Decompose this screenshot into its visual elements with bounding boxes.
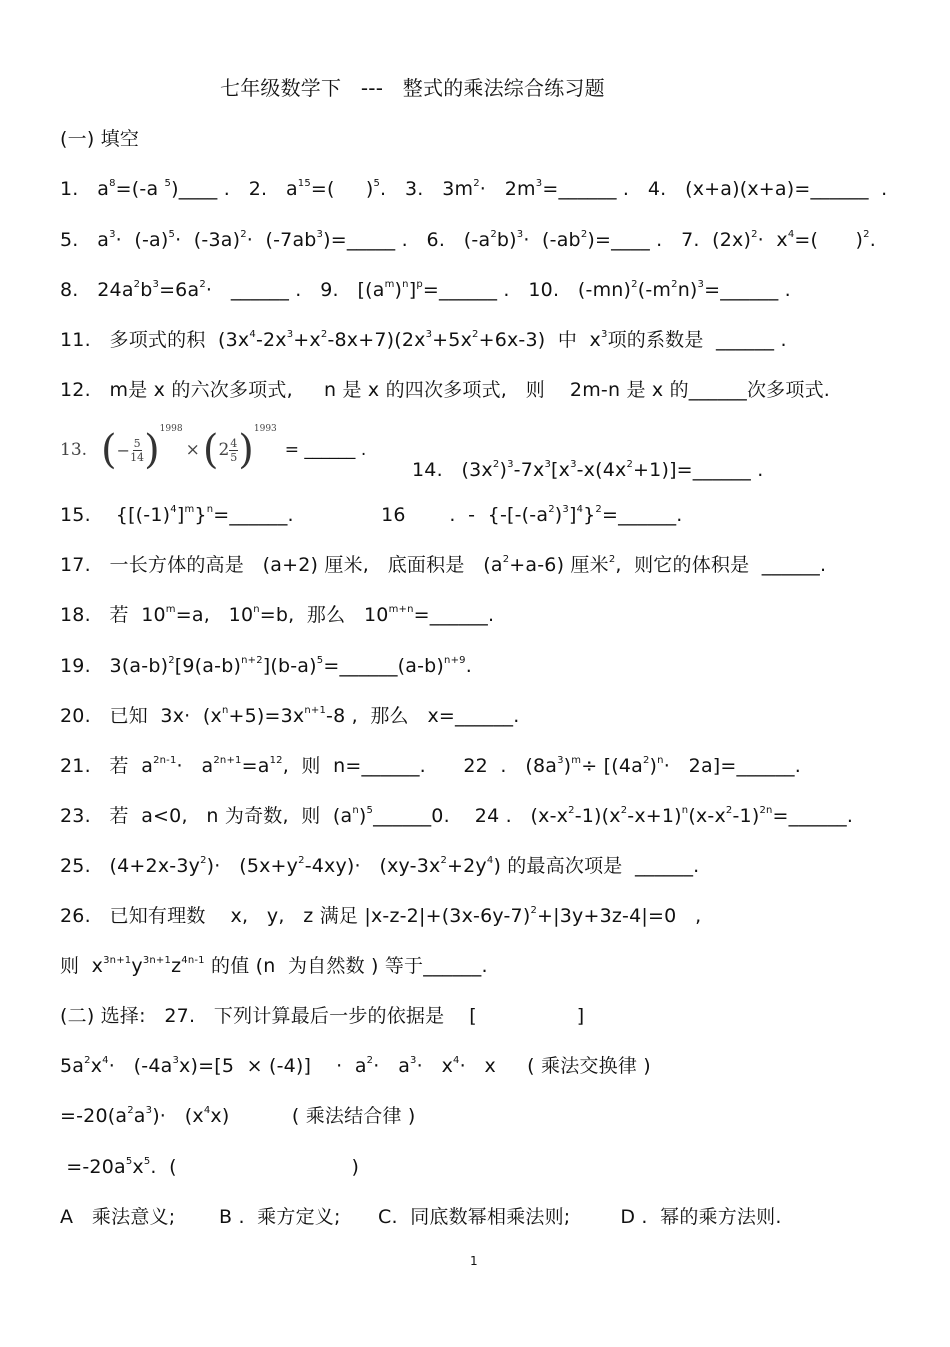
question-15-16: 15. $\{[(-1)^4]^m\}^n=\_\_\_\_\_\_$. 16 . - $\{-[-(-a^2)^3]^4\}^2=\_\_\_\_\_\_$. (60, 504, 683, 526)
question-23-24: 23. 若 a<0, n 为奇数, 则 $(a^n)^5\_\_\_\_\_\_0$. 24 . $(x-x^2-1)(x^2-x+1)^n(x-x^2-1)^{2n}=\_\_\_\_\_\_$. (60, 805, 854, 827)
solution-step-3: $=-20a^5x^5$. ( ) (60, 1156, 360, 1178)
question-26-line1: 26. 已知有理数 x, y, z 满足 $|x-z-2|+(3x-6y-7)^2+|3y+3z-4|=0$ , (60, 905, 702, 927)
page-title: 七年级数学下 --- 整式的乘法综合练习题 (220, 76, 605, 100)
fraction-4-5: $\frac{4}{5}$ (230, 436, 238, 464)
section-fill-in: (一) 填空 (60, 128, 140, 150)
question-26-line2: 则 $x^{3n+1}y^{3n+1}z^{4n-1}$ 的值 (n 为自然数 ) 等于______. (60, 955, 488, 977)
question-11: 11. 多项式的积 $(3x^4-2x^3+x^2-8x+7)(2x^3+5x^2+6x-3)$ 中 $x^3$项的系数是 ______ . (60, 329, 787, 351)
question-5-7: 5. $a^3\cdot (-a)^5\cdot (-3a)^2\cdot$ $(-7ab^3)=\_\_\_\_\_$ . 6. $(-a^2b)^3\cdot$ $(-ab^2)=\_\_\_\_$ . 7. $(2x)^2\cdot x^4=$( )$^2$. (60, 229, 876, 251)
question-17: 17. 一长方体的高是 (a+2) 厘米, 底面积是 $(a^2+a-6)$ 厘米$^2$, 则它的体积是 ______. (60, 554, 827, 576)
answer-options: A 乘法意义; B . 乘方定义; C. 同底数幂相乘法则; D . 幂的乘方法则. (60, 1206, 782, 1228)
question-27-prompt: (二) 选择: 27. 下列计算最后一步的依据是 [ ] (60, 1005, 585, 1027)
question-14: 14. $(3x^2)^3-7x^3[x^3-x(4x^2+1)]=\_\_\_\_\_\_$ . (412, 459, 764, 481)
question-12: 12. m是 x 的六次多项式, n 是 x 的四次多项式, 则 2m-n 是 x 的______次多项式. (60, 379, 831, 401)
question-20: 20. 已知 $3x\cdot (x^n+5)=3x^{n+1}-8$ , 那么 x=______. (60, 705, 520, 727)
question-1-4: 1. $a^8=(-a$ $^5$)____ . 2. $a^{15}=$( )$^5$. 3. $3m^2\cdot$ $2m^3=\_\_\_\_\_\_$ . 4. (x+a)(x+a)=______ . (60, 178, 888, 200)
question-13: 13. ( − $\frac{5}{14}$ ) 1998 × ( 2 $\frac{4}{5}$ ) 1993 = ______ . (60, 424, 367, 473)
question-21-22: 21. 若 $a^{2n-1}\cdot a^{2n+1}=a^{12}$, 则 n=______. 22 . $(8a^3)^m\div [(4a^2)^n\cdot$ 2a]=______. (60, 755, 801, 777)
question-19: 19. $3(a-b)^2[9(a-b)^{n+2}](b-a)^5=\_\_\_\_\_\_(a-b)^{n+9}$. (60, 655, 472, 677)
solution-step-2: $=-20(a^2a^3)\cdot (x^4x)$ ( 乘法结合律 ) (60, 1105, 416, 1127)
question-25: 25. $(4+2x-3y^2)\cdot (5x+y^2-4xy)\cdot (xy-3x^2+2y^4)$ 的最高次项是 ______. (60, 855, 700, 877)
page-number: 1 (470, 1254, 478, 1268)
question-18: 18. 若 $10^m=a$, $10^n=b$, 那么 $10^{m+n}=\_\_\_\_\_\_$. (60, 604, 495, 626)
question-8-10: 8. $24a^2b^3=6a^2\cdot$ ______ . 9. $[(a^m)^n]^p=\_\_\_\_\_\_$ . 10. $(-mn)^2(-m^2n)^3=\_\_\_\_\_\_$ . (60, 279, 791, 301)
fraction-5-14: $\frac{5}{14}$ (130, 436, 145, 464)
solution-step-1: $5a^2x^4\cdot (-4a^3x)=[5 \times (-4)]$ · $a^2\cdot a^3\cdot x^4\cdot x$ ( 乘法交换律 ) (60, 1055, 651, 1077)
